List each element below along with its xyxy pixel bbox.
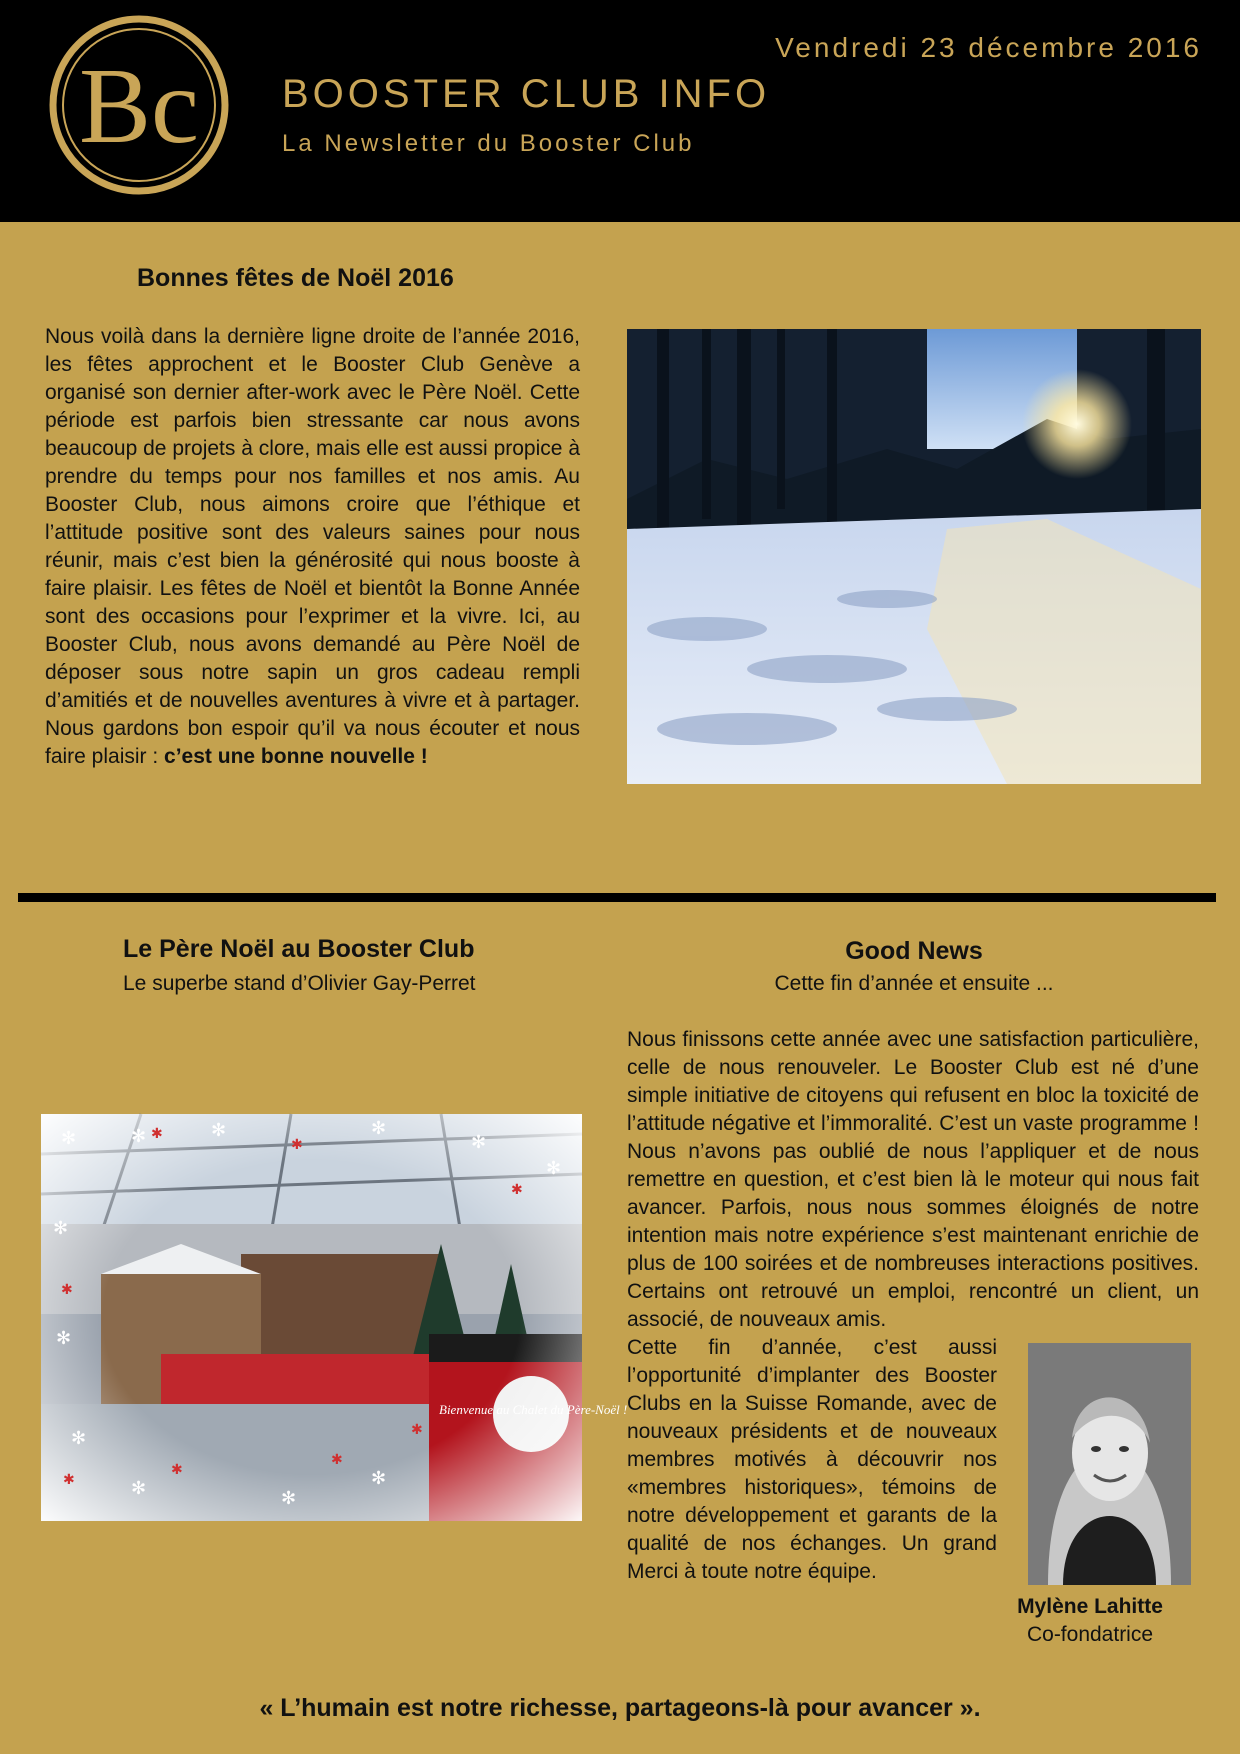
section3-heading: Good News <box>845 937 983 965</box>
svg-text:✻: ✻ <box>546 1158 562 1179</box>
svg-text:✻: ✻ <box>281 1488 297 1509</box>
svg-text:✻: ✻ <box>211 1120 227 1141</box>
section3-body: Nous finissons cette année avec une satisfaction particulière, celle de nous renouveler. Le Booster Club est né d’une simple initiative de citoyens qui refusent en bloc la toxicité de l’attitude négative et l’immoralité. C’est un vaste programme ! Nous n’avons pas oublié de nous l’appliquer et de nous remettre en question, et c’est bien là le moteur qui nous fait avancer. Parfois, nous nous sommes éloignés de notre intention mais notre expérience s’est maintenant enrichie de plus de 100 soirées et de nombreuses interactions positives. Certains ont retrouvé un emploi, rencontré un client, un associé, de nouveaux amis. <box>627 1028 1199 1331</box>
svg-text:✱: ✱ <box>331 1452 343 1468</box>
section2-heading: Le Père Noël au Booster Club <box>123 935 475 963</box>
signature-name: Mylène Lahitte <box>1017 1595 1163 1618</box>
svg-text:✱: ✱ <box>151 1126 163 1142</box>
footer-quote: « L’humain est notre richesse, partageons-là pour avancer ». <box>259 1694 981 1722</box>
section-divider <box>18 893 1216 902</box>
svg-text:✱: ✱ <box>291 1137 303 1153</box>
poster-text: Bienvenue au Chalet du Père-Noël ! <box>439 1402 628 1417</box>
header-banner <box>0 0 1240 222</box>
section1-heading: Bonnes fêtes de Noël 2016 <box>137 264 454 292</box>
section3-subheading: Cette fin d’année et ensuite ... <box>774 972 1054 995</box>
svg-text:✻: ✻ <box>71 1428 87 1449</box>
svg-text:✻: ✻ <box>61 1128 77 1149</box>
svg-text:✻: ✻ <box>56 1328 72 1349</box>
christmas-stand-photo <box>41 1114 628 1521</box>
portrait-photo <box>1028 1343 1191 1585</box>
svg-text:✻: ✻ <box>371 1118 387 1139</box>
svg-text:✱: ✱ <box>411 1422 423 1438</box>
svg-text:✻: ✻ <box>131 1126 147 1147</box>
svg-text:✱: ✱ <box>61 1282 73 1298</box>
logo-text: Bc <box>79 47 199 166</box>
svg-text:✱: ✱ <box>511 1182 523 1198</box>
booster-club-logo <box>48 14 230 196</box>
winter-forest-photo <box>627 329 1201 784</box>
newsletter-subtitle: La Newsletter du Booster Club <box>282 130 695 157</box>
newsletter-title: BOOSTER CLUB INFO <box>282 72 771 116</box>
section1-body-bold: c’est une bonne nouvelle ! <box>164 745 428 768</box>
signature-role: Co-fondatrice <box>1026 1623 1154 1646</box>
svg-text:✱: ✱ <box>171 1462 183 1478</box>
svg-text:✻: ✻ <box>471 1132 487 1153</box>
section1-body-text: Nous voilà dans la dernière ligne droite de l’année 2016, les fêtes approchent et le Booster Club Genève a organisé son dernier after-work avec le Père Noël. Cette période est parfois bien stressante car nous avons beaucoup de projets à clore, mais elle est aussi propice à prendre du temps pour nos familles et nos amis. Au Booster Club, nous aimons croire que l’éthique et l’attitude positive sont des valeurs saines pour nous réunir, mais c’est bien la générosité qui nous booste à faire plaisir. Les fêtes de Noël et bientôt la Bonne Année sont des occasions pour l’exprimer et la vivre. Ici, au Booster Club, nous avons demandé au Père Noël de déposer sous notre sapin un gros cadeau rempli d’amitiés et de nouvelles aventures à vivre et à partager. Nous gardons bon espoir qu’il va nous écouter et nous faire plaisir : <box>45 325 580 768</box>
section2-subheading: Le superbe stand d’Olivier Gay-Perret <box>123 972 476 995</box>
svg-text:✻: ✻ <box>53 1218 69 1239</box>
issue-date: Vendredi 23 décembre 2016 <box>775 32 1202 63</box>
svg-text:✱: ✱ <box>63 1472 75 1488</box>
section3-body-continued: Cette fin d’année, c’est aussi l’opportunité d’implanter des Booster Clubs en la Suisse Romande, avec de nouveaux présidents et de nouveaux membres motivés à découvrir nos «membres historiques», témoins de notre développement et garants de la qualité de nos échanges. Un grand Merci à toute notre équipe. <box>627 1336 997 1583</box>
svg-text:✻: ✻ <box>131 1478 147 1499</box>
svg-text:✻: ✻ <box>371 1468 387 1489</box>
section1-body <box>45 323 580 771</box>
